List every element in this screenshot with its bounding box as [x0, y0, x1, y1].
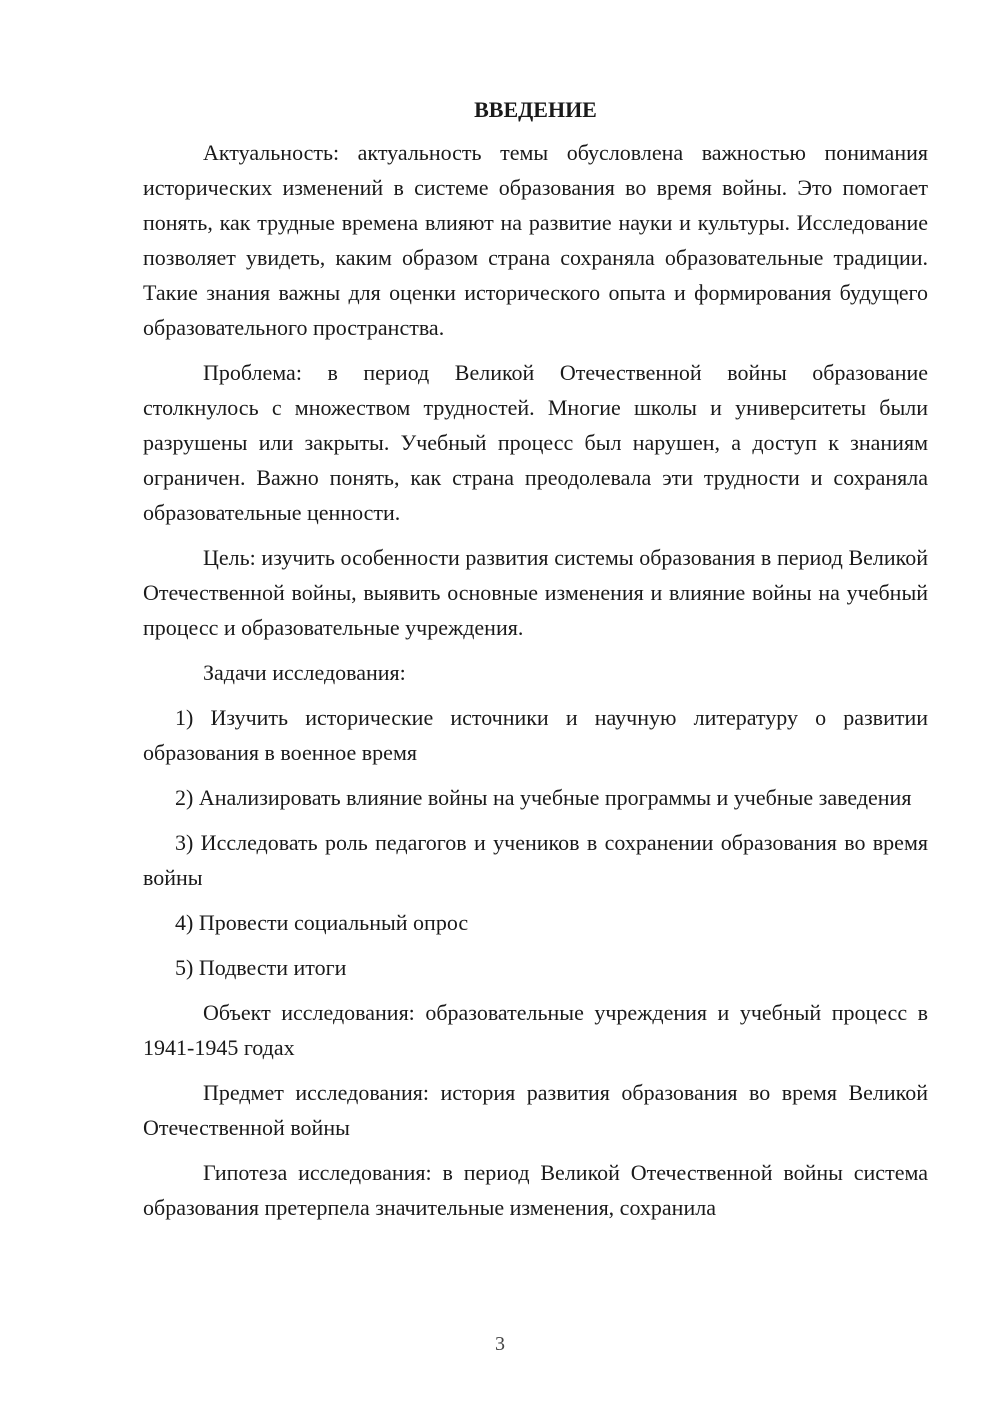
problem-paragraph: Проблема: в период Великой Отечественной войны образование столкнулось с множеством трудностей. Многие школы и университеты были разрушены или закрыты. Учебный процесс был нарушен, а доступ к знаниям ограничен. Важно понять, как страна преодолевала эти трудности и сохраняла образовательные ценности. — [143, 360, 928, 525]
page-title: ВВЕДЕНИЕ — [474, 97, 597, 122]
task-item: 2) Анализировать влияние войны на учебные программы и учебные заведения — [175, 785, 912, 810]
relevance-paragraph: Актуальность: актуальность темы обусловлена важностью понимания исторических изменений в системе образования во время войны. Это помогает понять, как трудные времена влияют на развитие науки и культуры. Исследование позволяет увидеть, каким образом страна сохраняла образовательные традиции. Такие знания важны для оценки исторического опыта и формирования будущего образовательного пространства. — [143, 140, 928, 340]
hypothesis-paragraph: Гипотеза исследования: в период Великой Отечественной войны система образования претерпела значительные изменения, сохранила — [143, 1160, 928, 1220]
goal-paragraph: Цель: изучить особенности развития системы образования в период Великой Отечественной войны, выявить основные изменения и влияние войны на учебный процесс и образовательные учреждения. — [143, 545, 928, 640]
subject-paragraph: Предмет исследования: история развития образования во время Великой Отечественной войны — [143, 1080, 928, 1140]
task-item: 4) Провести социальный опрос — [175, 910, 469, 935]
task-item: 3) Исследовать роль педагогов и учеников в сохранении образования во время войны — [143, 830, 928, 890]
task-item: 1) Изучить исторические источники и научную литературу о развитии образования в военное время — [143, 705, 928, 765]
object-paragraph: Объект исследования: образовательные учреждения и учебный процесс в 1941-1945 годах — [143, 1000, 928, 1060]
tasks-heading: Задачи исследования: — [203, 660, 406, 685]
document-page — [143, 92, 928, 1235]
task-item: 5) Подвести итоги — [175, 955, 347, 980]
page-number: 3 — [495, 1333, 505, 1355]
